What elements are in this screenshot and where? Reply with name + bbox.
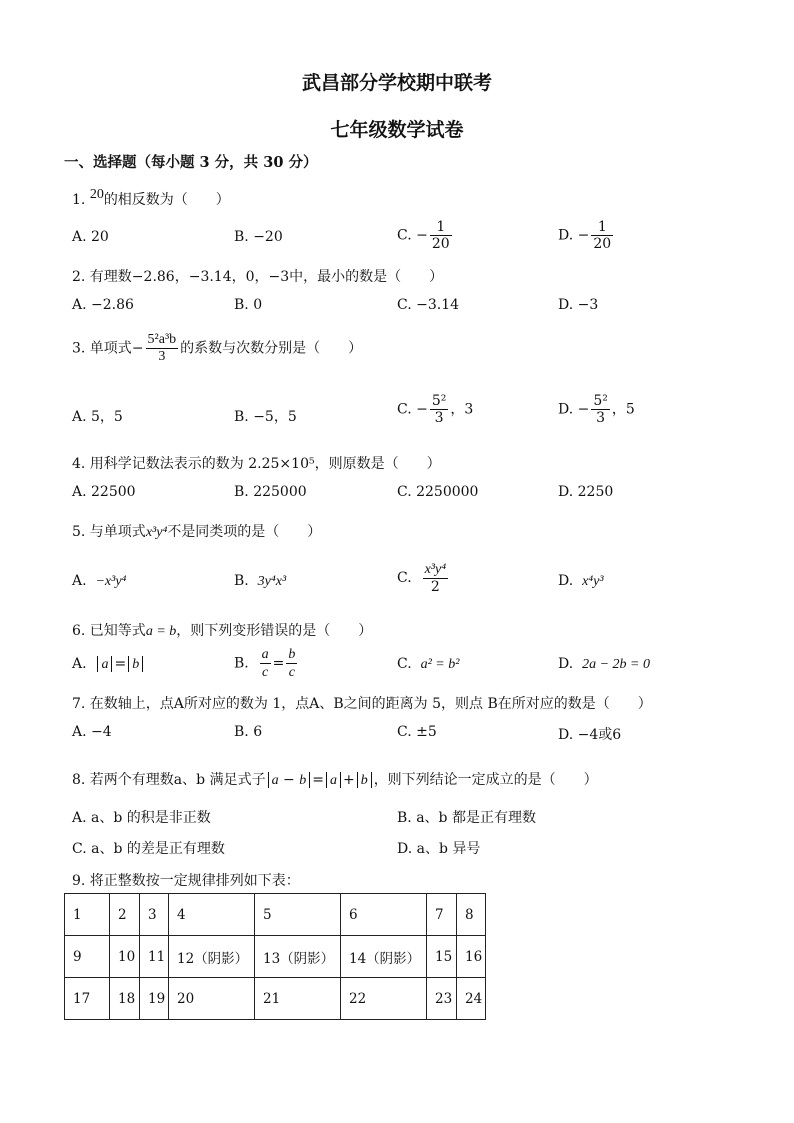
table-cell: 17	[65, 978, 110, 1020]
q5-option-b[interactable]: B. 3y⁴x³	[234, 573, 287, 589]
section-heading: 一、选择题（每小题 3 分，共 30 分）	[64, 154, 318, 171]
q2-option-d[interactable]: D. −3	[558, 297, 599, 313]
table-cell: 23	[427, 978, 457, 1020]
question-7: 7. 在数轴上，点A所对应的数为 1，点A、B之间的距离为 5，则点 B在所对应的数是（ ）	[72, 696, 652, 712]
q5-option-d[interactable]: D. x⁴y³	[558, 573, 604, 589]
table-cell: 8	[457, 894, 486, 936]
q1-option-a[interactable]: A. 20	[72, 229, 109, 245]
table-cell: 11	[140, 936, 169, 978]
question-8: 8. 若两个有理数a、b 满足式子 a − b = a + b ，则下列结论一定成立的是（ ）	[72, 772, 598, 788]
q6-option-d[interactable]: D. 2a − 2b = 0	[558, 656, 650, 672]
table-row	[65, 936, 486, 978]
table-cell: 22	[341, 978, 427, 1020]
table-cell: 18	[110, 978, 140, 1020]
q4-option-a[interactable]: A. 22500	[72, 484, 136, 500]
q8-option-b[interactable]: B. a、b 都是正有理数	[397, 810, 536, 826]
question-text: 的相反数为（ ）	[103, 192, 230, 208]
table-cell: 21	[255, 978, 341, 1020]
q1-option-d[interactable]: D. − $\frac{1}{20}$	[558, 219, 612, 253]
question-3: 3. 单项式− $\frac{\text{5²a³b}}{3}$ 的系数与次数分别是（ ）	[72, 332, 363, 365]
table-cell: 7	[427, 894, 457, 936]
q4-option-c[interactable]: C. 2250000	[397, 484, 479, 500]
q3-option-b[interactable]: B. −5，5	[234, 409, 297, 425]
table-cell: 20	[169, 978, 255, 1020]
q1-option-b[interactable]: B. −20	[234, 229, 283, 245]
question-4: 4. 用科学记数法表示的数为 2.25×10⁵，则原数是（ ）	[72, 456, 441, 472]
table-cell: 6	[341, 894, 427, 936]
q7-option-d[interactable]: D. −4或6	[558, 727, 622, 743]
q8-option-d[interactable]: D. a、b 异号	[397, 841, 481, 857]
question-value: 20	[89, 187, 104, 202]
table-cell: 19	[140, 978, 169, 1020]
number-table	[64, 893, 486, 1020]
table-row	[65, 894, 486, 936]
question-number: 1.	[72, 192, 86, 208]
q3-option-c[interactable]: C. − $\frac{\text{5²}}{3}$ ，3	[397, 393, 474, 427]
question-9: 9. 将正整数按一定规律排列如下表：	[72, 873, 300, 889]
q5-option-c[interactable]: C. $\frac{\text{x³y⁴}}{2}$	[397, 562, 447, 596]
q8-option-c[interactable]: C. a、b 的差是正有理数	[72, 841, 225, 857]
table-cell: 24	[457, 978, 486, 1020]
exam-subtitle: 七年级数学试卷	[330, 119, 464, 141]
q4-option-b[interactable]: B. 225000	[234, 484, 307, 500]
q7-option-b[interactable]: B. 6	[234, 724, 263, 740]
q5-option-a[interactable]: A. −x³y⁴	[72, 573, 127, 589]
q7-option-c[interactable]: C. ±5	[397, 724, 437, 740]
q3-option-a[interactable]: A. 5，5	[72, 409, 123, 425]
q4-option-d[interactable]: D. 2250	[558, 484, 614, 500]
q1-option-c[interactable]: C. − $\frac{1}{20}$	[397, 219, 450, 253]
q6-option-c[interactable]: C. a² = b²	[397, 656, 460, 672]
q2-option-a[interactable]: A. −2.86	[72, 297, 134, 313]
q2-option-c[interactable]: C. −3.14	[397, 297, 460, 313]
table-cell: 5	[255, 894, 341, 936]
table-cell: 14（阴影）	[341, 936, 427, 978]
q6-option-a[interactable]: A. a = b	[72, 656, 145, 673]
table-cell: 3	[140, 894, 169, 936]
q3-option-d[interactable]: D. − $\frac{\text{5²}}{3}$ ，5	[558, 393, 635, 427]
table-cell: 16	[457, 936, 486, 978]
q8-option-a[interactable]: A. a、b 的积是非正数	[72, 810, 211, 826]
question-5: 5. 与单项式x³y⁴不是同类项的是（ ）	[72, 524, 322, 540]
table-cell: 9	[65, 936, 110, 978]
q2-option-b[interactable]: B. 0	[234, 297, 263, 313]
exam-title: 武昌部分学校期中联考	[301, 72, 492, 94]
question-6: 6. 已知等式a = b，则下列变形错误的是（ ）	[72, 623, 373, 639]
table-cell: 4	[169, 894, 255, 936]
table-cell: 13（阴影）	[255, 936, 341, 978]
table-cell: 10	[110, 936, 140, 978]
question-1	[72, 189, 230, 209]
q6-option-b[interactable]: B. $\frac{a}{c}$ = $\frac{b}{c}$	[234, 647, 296, 681]
table-cell: 15	[427, 936, 457, 978]
table-cell: 12（阴影）	[169, 936, 255, 978]
q7-option-a[interactable]: A. −4	[72, 724, 112, 740]
table-row	[65, 978, 486, 1020]
table-cell: 2	[110, 894, 140, 936]
question-2: 2. 有理数−2.86，−3.14，0，−3中，最小的数是（ ）	[72, 269, 444, 285]
table-cell: 1	[65, 894, 110, 936]
